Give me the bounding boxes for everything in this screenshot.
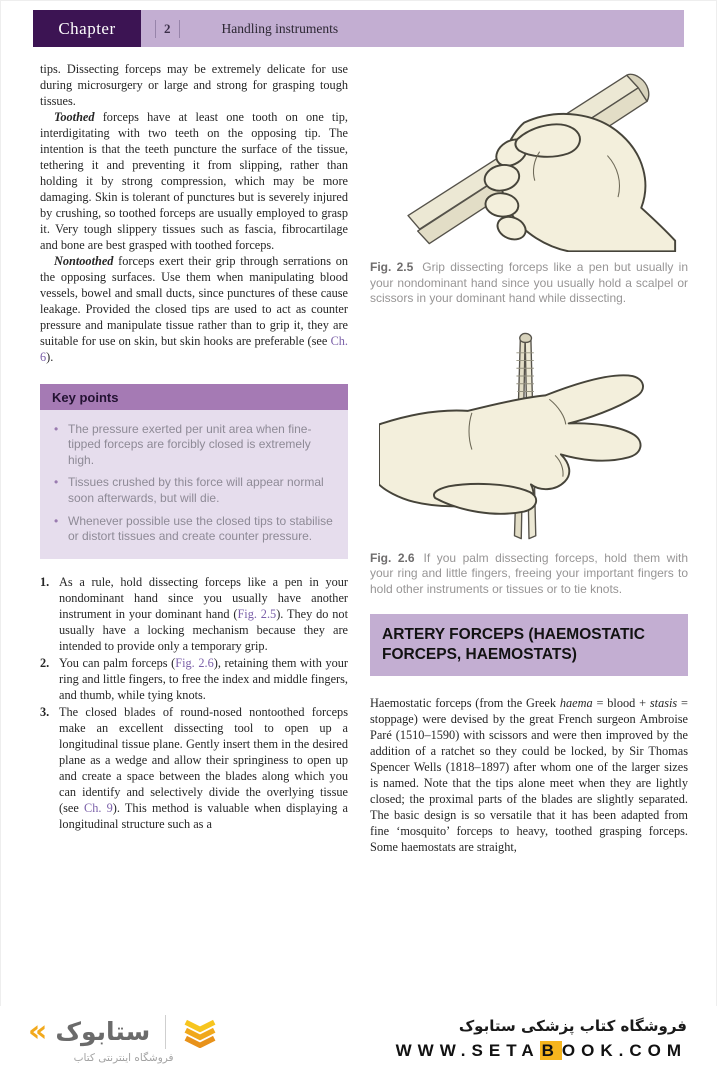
- paragraph-text: Haemostatic forceps (from the Greek: [370, 695, 560, 710]
- list-item: [40, 705, 348, 833]
- url-highlighted-letter: B: [541, 1041, 560, 1060]
- list-text: ). They do not usually have a locking mechanism because they are intended to provide only a temporary grip.: [59, 606, 348, 653]
- page-body: [40, 62, 688, 856]
- hand-pen-grip-forceps-illustration: [379, 62, 679, 252]
- list-number: 2.: [40, 655, 50, 670]
- figure-2-5: [370, 62, 688, 307]
- section-heading-artery-forceps: ARTERY FORCEPS (HAEMOSTATIC FORCEPS, HAEMOSTATS): [370, 614, 688, 676]
- list-item: [40, 575, 348, 655]
- crossref-fig25-link[interactable]: Fig. 2.5: [237, 606, 277, 621]
- paragraph-artery-forceps: [370, 696, 688, 856]
- list-text: As a rule, hold dissecting forceps like a pen in your nondominant hand since you usually have another instrument in your dominant hand (: [59, 574, 348, 621]
- figure-2-6-label: Fig. 2.6: [370, 550, 415, 565]
- chapter-label: Chapter: [58, 18, 116, 38]
- paragraph-text: = blood +: [592, 695, 650, 710]
- logo-book-icon: [181, 1016, 219, 1048]
- key-point-item: • Tissues crushed by this force will appear normal soon afterwards, but will die.: [52, 475, 334, 506]
- figure-2-6-caption: [370, 551, 688, 598]
- list-text: You can palm forceps (: [59, 655, 176, 670]
- store-name: فروشگاه کتاب پزشکی ستابوک: [458, 1017, 687, 1035]
- term-nontoothed: Nontoothed: [54, 253, 114, 268]
- list-item: [40, 656, 348, 704]
- logo-chevrons-icon: «: [28, 1013, 48, 1049]
- key-points-list: [40, 410, 348, 559]
- term-stasis: stasis: [649, 695, 678, 710]
- paragraph-text: forceps exert their grip through serrations on the opposing surfaces. Use them when manipulating blood vessels, bowel and small ducts, since punctures of these cause leakage. Provided the closed tips are used to act as counter pressure and manipulate tissue rather than to grip it, they are suitable for use on skin, but skin hooks are preferable (see: [40, 253, 348, 348]
- paragraph-continuation: tips. Dissecting forceps may be extremely delicate for use during microsurgery or large and strong for grasping tough tissues.: [40, 62, 348, 108]
- footer-store-info: [396, 1017, 687, 1061]
- chapter-header: [33, 10, 684, 47]
- key-points-title: Key points: [40, 384, 348, 410]
- paragraph-text: ).: [46, 349, 54, 364]
- list-text: The closed blades of round-nosed nontoothed forceps make an excellent dissecting tool to open up a longitudinal tissue plane. Gently insert them in the desired plane as a wedge and allow their springiness to open up and create a space between the blades along which you can identify and selectively divide the overlying tissue (see: [59, 704, 348, 815]
- figure-2-5-caption-text: Grip dissecting forceps like a pen but usually in your nondominant hand since you usually hold a scalpel or scissors in your dominant hand while dissecting.: [370, 260, 688, 306]
- list-number: 3.: [40, 704, 50, 719]
- footer-watermark: [0, 1006, 717, 1080]
- website-url[interactable]: [396, 1041, 687, 1061]
- term-toothed: Toothed: [54, 109, 95, 124]
- key-points-box: [40, 384, 348, 559]
- hand-palming-forceps-illustration: [379, 331, 679, 543]
- list-text: ), retaining them with your ring and little fingers, to free the index and middle fingers, and thumb, while tying knots.: [59, 655, 348, 702]
- url-text: WWW.SETA: [395, 1041, 540, 1060]
- right-column: [370, 62, 688, 856]
- key-point-item: • Whenever possible use the closed tips to stabilise or distort tissues and create counter pressure.: [52, 514, 334, 545]
- crossref-fig26-link[interactable]: Fig. 2.6: [175, 655, 214, 670]
- paragraph-nontoothed: [40, 254, 348, 366]
- logo-tagline: فروشگاه اینترنتی کتاب: [73, 1051, 174, 1064]
- left-column: [40, 62, 348, 856]
- term-haema: haema: [559, 695, 593, 710]
- logo-row: [28, 1015, 219, 1049]
- chapter-number: 2: [155, 20, 180, 38]
- setabook-logo[interactable]: [28, 1015, 219, 1064]
- paragraph-text: = stoppage) were devised by the great French surgeon Ambroise Paré (1510–1590) with scissors and were then improved by the addition of a ratchet so they could be locked, by Sir Thomas Spencer Wells (1818–1897) after whom one of the larger sizes is named. Note that the tips alone meet when they are lightly closed; the proximal parts of the blades are slightly separated. The basic design is so versatile that it has been adapted from fine ‘mosquito’ forceps to heavy, toothed grasping forceps. Some haemostats are straight,: [370, 695, 688, 854]
- crossref-ch6-link[interactable]: Ch. 6: [40, 333, 348, 364]
- chapter-label-box: [33, 10, 141, 47]
- list-text: ). This method is valuable when displaying a longitudinal structure such as a: [59, 800, 348, 831]
- figure-2-6-caption-text: If you palm dissecting forceps, hold them with your ring and little fingers, freeing your important fingers to hold other instruments or tissues or to tie knots.: [370, 550, 689, 596]
- figure-2-5-caption: [370, 260, 688, 307]
- paragraph-toothed: [40, 110, 348, 254]
- crossref-ch9-link[interactable]: Ch. 9: [84, 800, 113, 815]
- chapter-title: Handling instruments: [221, 20, 339, 36]
- logo-divider: [165, 1015, 166, 1049]
- url-text: OOK.COM: [561, 1041, 687, 1060]
- numbered-list: [40, 575, 348, 833]
- chapter-band-strip: [141, 10, 684, 47]
- figure-2-6: [370, 331, 688, 598]
- figure-2-5-label: Fig. 2.5: [370, 260, 414, 274]
- list-number: 1.: [40, 574, 50, 589]
- paragraph-text: forceps have at least one tooth on one tip, interdigitating with two teeth on the opposing tip. The intention is that the teeth puncture the surface of the tissue, tethering it and preventing it from slipping, rather than holding it by strong compression, which may be more damaging. Skin is tolerant of punctures but is severely injured by crushing, so toothed forceps are usually employed to grasp it. Very tough slippery tissues such as fascia, fibrocartilage and bone are best grasped with toothed forceps.: [40, 109, 348, 252]
- key-point-item: • The pressure exerted per unit area when fine-tipped forceps are forcibly closed is extremely high.: [52, 422, 334, 469]
- logo-wordmark: ستابوک: [55, 1017, 151, 1046]
